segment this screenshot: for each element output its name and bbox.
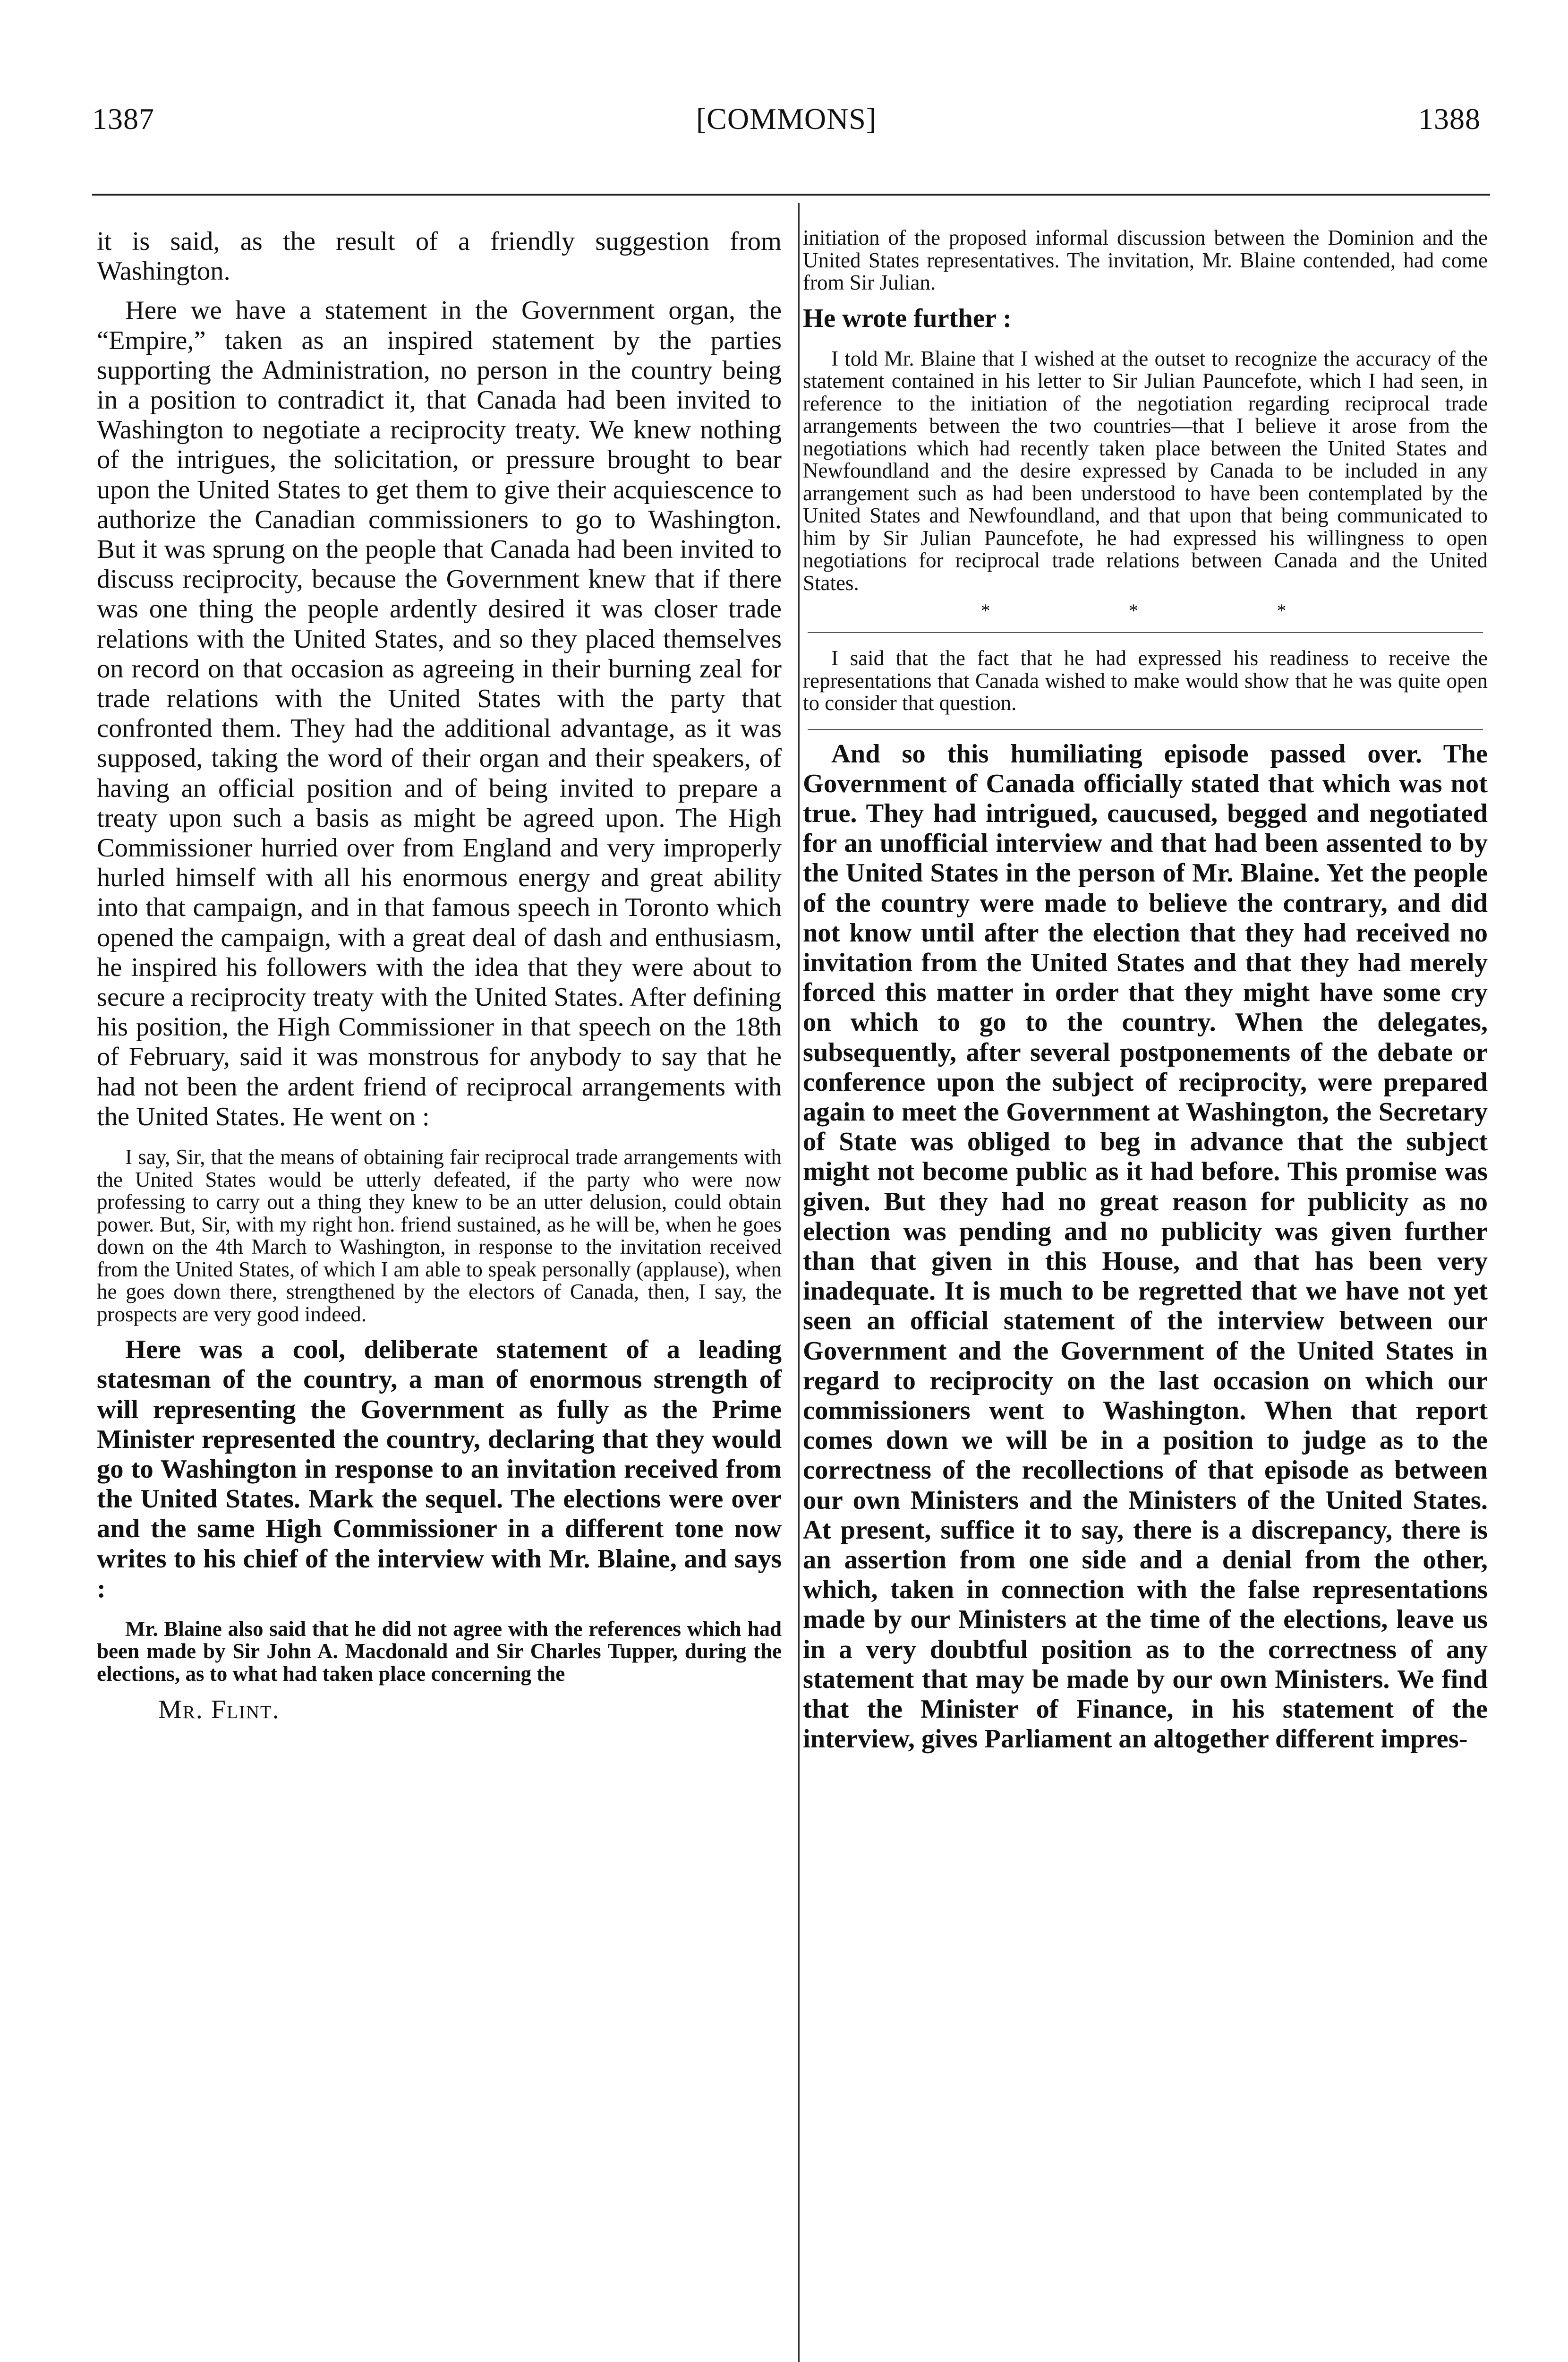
right-page-number: 1388 — [1418, 102, 1481, 136]
speaker-name: Mr. Flint. — [158, 1695, 280, 1725]
ellipsis-stars — [803, 600, 1488, 621]
quotation: I told Mr. Blaine that I wished at the outset to recognize the accuracy of the statement contained in his letter to Sir Julian Pauncefote, which I had seen, in reference to the initiation of the negotiation regarding reciprocal trade arrangements between the two countries—that I believe it arose from the negotiations which had recently taken place between the United States and Newfoundland and the desire expressed by Canada to be included in any arrangement such as had been understood to have been contemplated by the United States and Newfoundland, and that upon that being communicated to him by Sir Julian Pauncefote, he had expressed his willingness to open negotiations for reciprocal trade relations between Canada and the United States. — [803, 346, 1488, 595]
quotation: initiation of the proposed informal discussion between the Dominion and the United States representatives. The invitation, Mr. Blaine contended, had come from Sir Julian. — [803, 226, 1488, 294]
star: * — [1128, 600, 1138, 621]
paragraph: He wrote further : — [803, 303, 1012, 333]
paragraph: it is said, as the result of a friendly suggestion from Washington. — [97, 227, 782, 286]
column-divider — [798, 203, 800, 2362]
paragraph: Here was a cool, deliberate statement of a leading statesman of the country, a man of enormous strength of will representing the Government as fully as the Prime Minister represented the country, declaring that they would go to Washington in response to an invitation received from the United States. Mark the sequel. The elections were over and the same High Commissioner in a different tone now writes to his chief of the interview with Mr. Blaine, and says : — [97, 1335, 782, 1603]
quotation: I say, Sir, that the means of obtaining fair reciprocal trade arrangements with the United States would be utterly defeated, if the party who were now professing to carry out a thing they knew to be an utter delusion, could obtain power. But, Sir, with my right hon. friend sustained, as he will be, when he goes down on the 4th March to Washington, in response to the invitation received from the United States, of which I am able to speak personally (applause), when he goes down there, strengthened by the electors of Canada, then, I say, the prospects are very good indeed. — [97, 1145, 782, 1326]
separator-rule — [808, 729, 1483, 730]
star: * — [1277, 600, 1287, 621]
quotation: Mr. Blaine also said that he did not agree with the references which had been made by Sir John A. Macdonald and Sir Charles Tupper, during the elections, as to what had taken place concerning the — [97, 1617, 782, 1686]
star: * — [980, 600, 990, 621]
right-column — [803, 227, 1488, 1754]
left-column — [97, 227, 782, 1725]
header-rule — [92, 194, 1490, 196]
separator-rule — [808, 632, 1483, 633]
paragraph: Here we have a statement in the Government organ, the “Empire,” taken as an inspired statement by the parties supporting the Administration, no person in the country being in a position to contradict it, that Canada had been invited to Washington to negotiate a reciprocity treaty. We knew nothing of the intrigues, the solicitation, or pressure brought to bear upon the United States to get them to give their acquiescence to authorize the Canadian commissioners to go to Washington. But it was sprung on the people that Canada had been invited to discuss reciprocity, because the Government knew that if there was one thing the people ardently desired it was closer trade relations with the United States, and so they placed themselves on record on that occasion as agreeing in their burning zeal for trade relations with the United States with the party that confronted them. They had the additional advantage, as it was supposed, taking the word of their organ and their speakers, of having an official position and of being invited to prepare a treaty upon such a basis as might be agreed upon. The High Commissioner hurried over from England and very improperly hurled himself with all his enormous energy and great ability into that campaign, and in that famous speech in Toronto which opened the campaign, with a great deal of dash and enthusiasm, he inspired his followers with the idea that they were about to secure a reciprocity treaty with the United States. After defining his position, the High Commissioner in that speech on the 18th of February, said it was monstrous for anybody to say that he had not been the ardent friend of reciprocal arrangements with the United States. He went on : — [97, 296, 782, 1131]
page-header — [92, 102, 1481, 154]
quotation: I said that the fact that he had expressed his readiness to receive the representations that Canada wished to make would show that he was quite open to consider that question. — [803, 646, 1488, 715]
section-title: [COMMONS] — [696, 102, 877, 136]
left-page-number: 1387 — [92, 102, 154, 136]
paragraph: And so this humiliating episode passed over. The Government of Canada officially stated that which was not true. They had intrigued, caucused, begged and negotiated for an unofficial interview and that had been assented to by the United States in the person of Mr. Blaine. Yet the people of the country were made to believe the contrary, and did not know until after the election that they had received no invitation from the United States and that they had merely forced this matter in order that they might have some cry on which to go to the country. When the delegates, subsequently, after several postponements of the debate or conference upon the subject of reciprocity, were prepared again to meet the Government at Washington, the Secretary of State was obliged to beg in advance that the subject might not become public as it had before. This promise was given. But they had no great reason for publicity as no election was pending and no publicity was given further than that given in this House, and that has been very inadequate. It is much to be regretted that we have not yet seen an official statement of the interview between our Government and the Government of the United States in regard to reciprocity on the last occasion on which our commissioners went to Washington. When that report comes down we will be in a position to judge as to the correctness of the recollections of that episode as between our own Ministers and the Ministers of the United States. At present, suffice it to say, there is a discrepancy, there is an assertion from one side and a denial from the other, which, taken in connection with the false representations made by our Ministers at the time of the elections, leave us in a very doubtful position as to the correctness of any statement that may be made by our own Ministers. We find that the Minister of Finance, in his statement of the interview, gives Parliament an altogether different impres- — [803, 739, 1488, 1754]
